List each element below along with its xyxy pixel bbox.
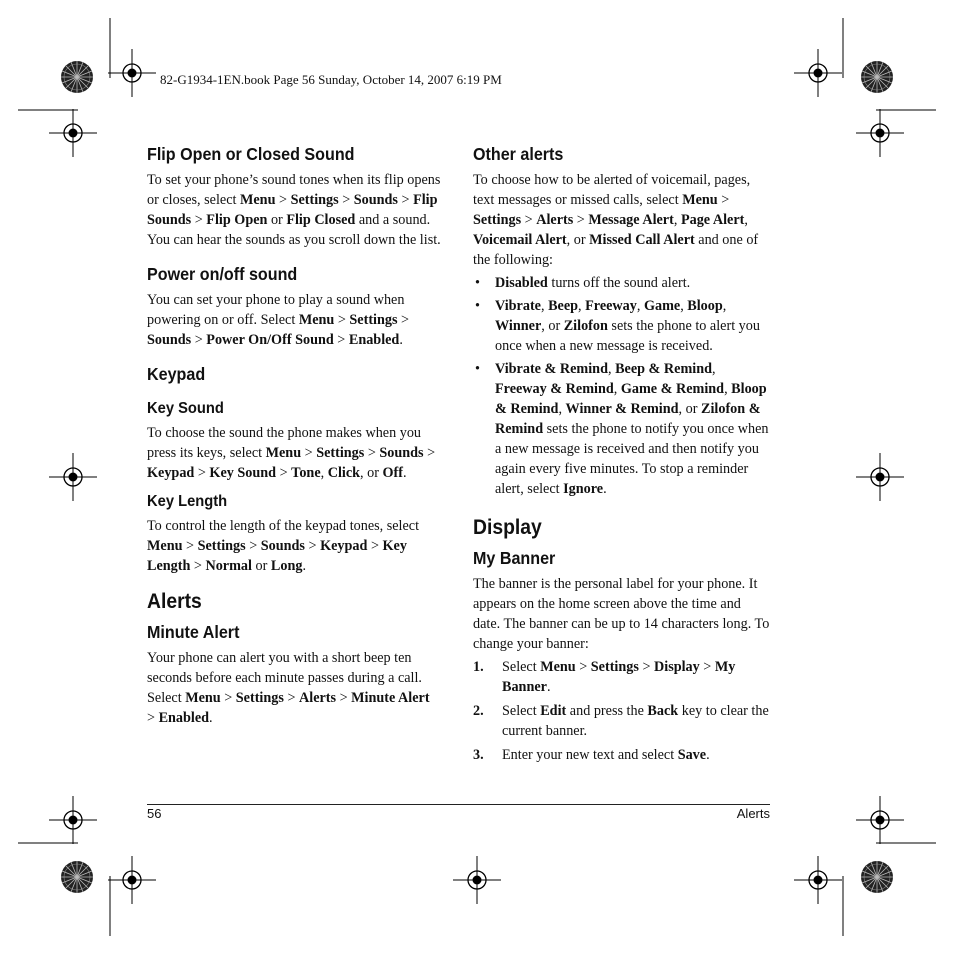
subheading-key-length: Key Length: [147, 493, 228, 510]
section-heading-other-alerts: Other alerts: [473, 144, 564, 164]
list-item: 1. Select Menu > Settings > Display > My Banner.: [473, 659, 736, 695]
list-item: • Vibrate & Remind, Beep & Remind, Freeway & Remind, Game & Remind, Bloop & Remind, Winner & Remind, or Zilofon & Remind sets the phone to notify you once when a new message is received and then notify you again every five minutes. To stop a reminder alert, select Ignore.: [473, 359, 770, 499]
left-column: [147, 143, 441, 728]
alert-options-list: [473, 273, 770, 499]
banner-steps-list: [473, 657, 770, 765]
my-banner-paragraph: The banner is the personal label for your phone. It appears on the home screen above the time and date. The banner can be up to 14 characters long. To change your banner:: [473, 576, 770, 652]
list-item: • Disabled turns off the sound alert.: [473, 273, 770, 293]
key-length-paragraph: To control the length of the keypad tones, select Menu > Settings > Sounds > Keypad > Key Length > Normal or Long.: [147, 518, 420, 574]
minute-alert-paragraph: Your phone can alert you with a short beep ten seconds before each minute passes during a call. Select Menu > Settings > Alerts > Minute Alert > Enabled.: [147, 650, 430, 726]
print-header-slug: 82-G1934-1EN.book Page 56 Sunday, October 14, 2007 6:19 PM: [160, 72, 502, 87]
subheading-key-sound: Key Sound: [147, 400, 224, 417]
section-heading-my-banner: My Banner: [473, 548, 556, 568]
footer-section-title: Alerts: [736, 806, 770, 821]
chapter-heading-alerts: Alerts: [147, 590, 202, 613]
list-item: • Vibrate, Beep, Freeway, Game, Bloop, Winner, or Zilofon sets the phone to alert you once when a new message is received.: [473, 296, 770, 356]
footer-divider: [147, 804, 770, 805]
list-item: 2. Select Edit and press the Back key to clear the current banner.: [473, 703, 769, 739]
section-heading-flip-sound: Flip Open or Closed Sound: [147, 144, 355, 164]
right-column: [473, 143, 770, 769]
section-heading-minute-alert: Minute Alert: [147, 622, 240, 642]
page-number: 56: [147, 806, 162, 821]
section-heading-power-sound: Power on/off sound: [147, 264, 298, 284]
other-alerts-paragraph: To choose how to be alerted of voicemail, pages, text messages or missed calls, select Menu > Settings > Alerts > Message Alert, Page Alert, Voicemail Alert, or Missed Call Alert and one of the following:: [473, 172, 759, 268]
power-sound-paragraph: You can set your phone to play a sound when powering on or off. Select Menu > Settings > Sounds > Power On/Off Sound > Enabled.: [147, 292, 410, 348]
flip-sound-paragraph: To set your phone’s sound tones when its flip opens or closes, select Menu > Settings > Sounds > Flip Sounds > Flip Open or Flip Closed and a sound. You can hear the sounds as you scroll down the list.: [147, 172, 441, 248]
section-heading-keypad: Keypad: [147, 364, 206, 384]
chapter-heading-display: Display: [473, 516, 542, 539]
key-sound-paragraph: To choose the sound the phone makes when you press its keys, select Menu > Settings > Sounds > Keypad > Key Sound > Tone, Click, or Off.: [147, 425, 436, 481]
list-item: 3. Enter your new text and select Save.: [473, 747, 710, 763]
